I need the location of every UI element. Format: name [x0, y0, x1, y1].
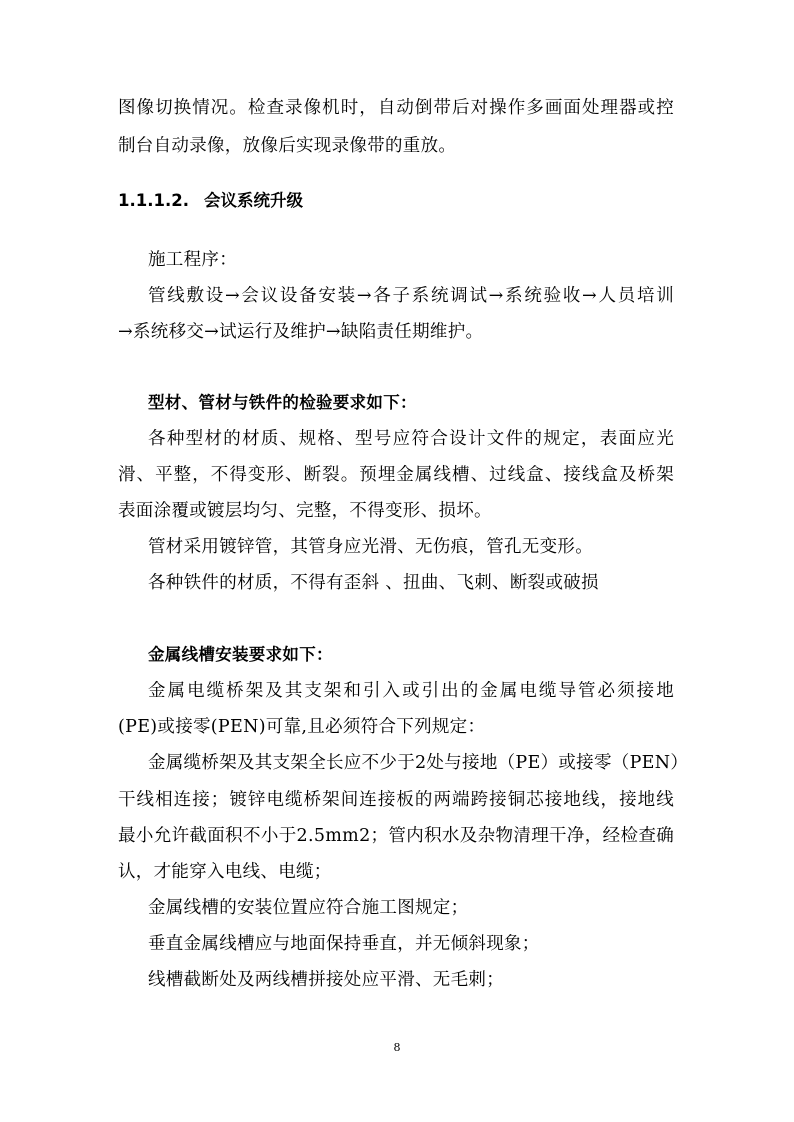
section-title: 会议系统升级 — [204, 191, 303, 210]
trunking-p1-line-1: 金属电缆桥架及其支架和引入或引出的金属电缆导管必须接地 — [148, 681, 674, 701]
procedure-line-1: 管线敷设→会议设备安装→各子系统调试→系统验收→人员培训 — [148, 286, 674, 306]
trunking-p3: 金属线槽的安装位置应符合施工图规定； — [148, 898, 469, 918]
page-number: 8 — [393, 1041, 401, 1054]
trunking-p2-line-4: 认，才能穿入电线、电缆； — [118, 862, 332, 882]
trunking-p1-line-2: (PE)或接零(PEN)可靠,且必须符合下列规定： — [118, 717, 486, 737]
trunking-p2-line-2: 干线相连接；镀锌电缆桥架间连接板的两端跨接铜芯接地线，接地线 — [118, 790, 674, 810]
inspection-p1-line-3: 表面涂覆或镀层均匀、完整，不得变形、损坏。 — [118, 501, 492, 521]
trunking-p4: 垂直金属线槽应与地面保持垂直，并无倾斜现象； — [148, 934, 540, 954]
inspection-p3: 各种铁件的材质，不得有歪斜 、扭曲、飞刺、断裂或破损 — [148, 573, 599, 593]
section-number: 1.1.1.2. — [118, 191, 189, 210]
trunking-p5: 线槽截断处及两线槽拼接处应平滑、无毛刺； — [148, 970, 504, 990]
inspection-heading: 型材、管材与铁件的检验要求如下： — [148, 393, 417, 412]
section-heading — [118, 189, 303, 213]
inspection-p1-line-2: 滑、平整，不得变形、断裂。预埋金属线槽、过线盒、接线盒及桥架 — [118, 465, 674, 485]
intro-line-2: 制台自动录像，放像后实现录像带的重放。 — [118, 136, 457, 156]
trunking-heading: 金属线槽安装要求如下： — [148, 645, 333, 664]
inspection-p2: 管材采用镀锌管，其管身应光滑、无伤痕，管孔无变形。 — [148, 537, 593, 557]
intro-line-1: 图像切换情况。检查录像机时，自动倒带后对操作多画面处理器或控 — [118, 98, 674, 118]
inspection-p1-line-1: 各种型材的材质、规格、型号应符合设计文件的规定，表面应光 — [148, 429, 674, 449]
procedure-line-2: →系统移交→试运行及维护→缺陷责任期维护。 — [118, 322, 484, 342]
trunking-p2-line-1: 金属缆桥架及其支架全长应不少于2处与接地（PE）或接零（PEN） — [148, 753, 689, 773]
procedure-label: 施工程序： — [148, 250, 237, 270]
trunking-p2-line-3: 最小允许截面积不小于2.5mm2；管内积水及杂物清理干净，经检查确 — [118, 826, 674, 846]
